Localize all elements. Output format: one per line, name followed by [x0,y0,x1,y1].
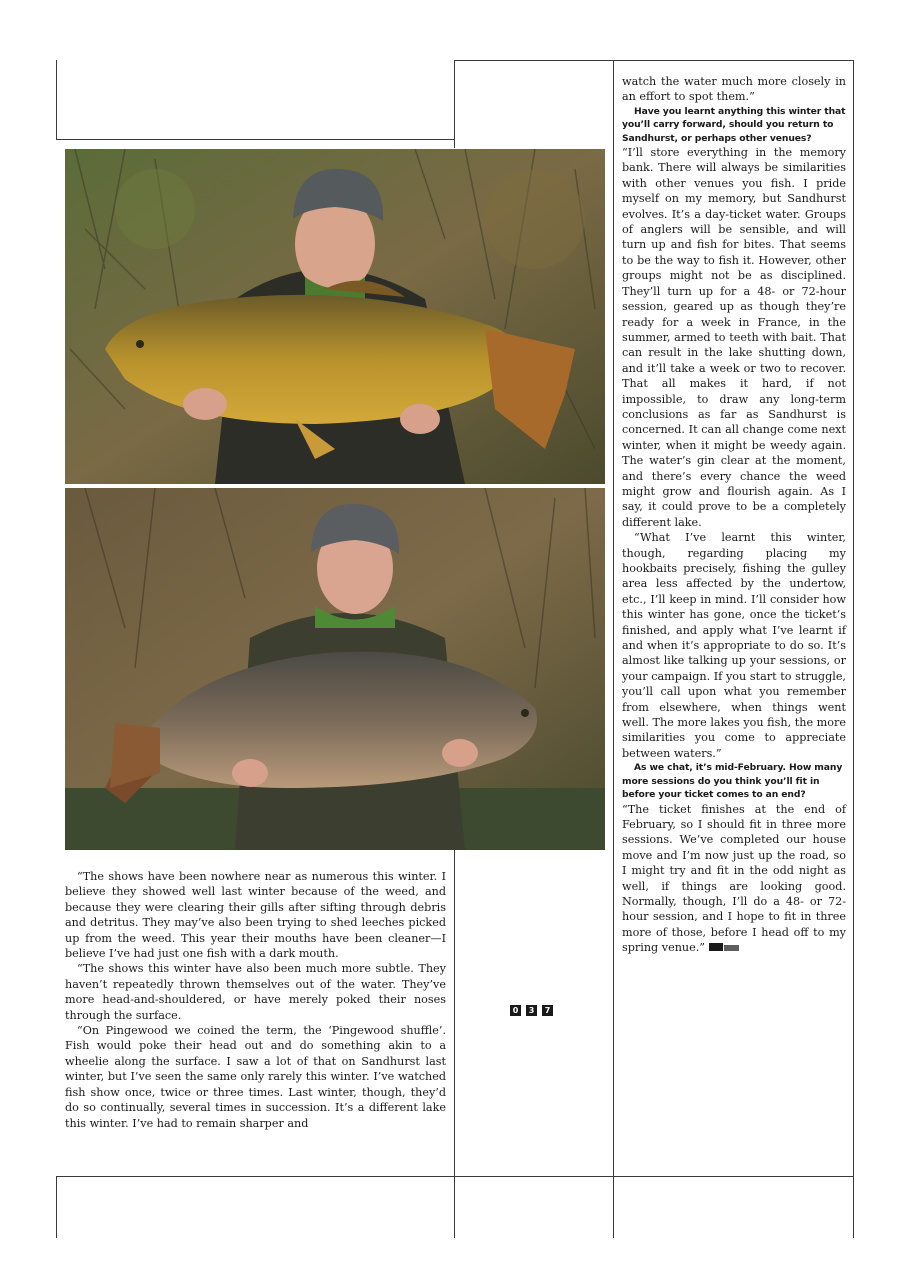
left-column-rule [56,60,57,140]
carp-photo-illustration-2 [65,488,605,850]
right-column-rule-right [853,60,854,1238]
photo-angler-large-carp [65,488,605,850]
interview-question-2: As we chat, it’s mid-February. How many more sessions do you think you’ll fit in before your ticket comes to an end? [622,762,843,801]
left-column-rule-bottom [56,1176,57,1238]
opening-paragraph: watch the water much more closely in an effort to spot them.” [622,75,846,104]
left-paragraph: “On Pingewood we coined the term, the ‘Pingewood shuffle’. Fish would poke their head out and do something akin to a wheelie along the surface. I saw a lot of that on Sandhurst last winter, but I’ve seen the same only rarely this winter. I’ve watched fish show once, twice or three times. Last winter, though, they’d do so continually, several times in succession. It’s a different lake this winter. I’ve had to remain sharper and [65,1024,446,1130]
center-rule-bottom [454,850,455,1238]
bottom-rule [56,1176,854,1177]
page-digit: 7 [542,1005,553,1016]
page-digit: 0 [510,1005,521,1016]
left-column-text [65,869,446,1131]
right-column-rule-left [613,60,614,1238]
answer-paragraph: “What I’ve learnt this winter, though, regarding placing my hookbaits precisely, fishing the gulley area less affected by the undertow, etc., I’ll keep in mind. I’ll consider how this winter has gone, once the ticket’s finished, and apply what I’ve learnt if and when it’s appropriate to do so. It’s almost like talking up your sessions, or your campaign. If you start to struggle, you’ll call upon what you remember from elsewhere, when things went well. The more lakes you fish, the more similarities you come to appreciate between waters.” [622,531,846,760]
photo-angler-golden-carp [65,149,605,484]
top-rule-left [56,139,455,140]
answer-paragraph: “I’ll store everything in the memory bank. There will always be similarities with other venues you fish. I pride myself on my memory, but Sandhurst evolves. It’s a day-ticket water. Groups of anglers will be sensible, and will turn up and fish for bites. That seems to be the way to fish it. However, other groups might not be as disciplined. They’ll turn up for a 48- or 72-hour session, geared up as though they’re ready for a week in France, in the summer, armed to teeth with bait. That can result in the lake shutting down, and it’ll take a week or two to recover. That all makes it hard, if not impossible, to draw any long-term conclusions as far as Sandhurst is concerned. It can all change come next winter, when it might be weedy again. The water’s gin clear at the moment, and there’s every chance the weed might grow and flourish again. As I say, it could prove to be a completely different lake. [622,146,846,529]
right-column-text [622,74,846,956]
final-answer-text: “The ticket finishes at the end of February, so I should fit in three more sessions. We’ve completed our house move and I’m now just up the road, so I might try and fit in the odd night as well, if things are looking good. Normally, though, I’ll do a 48- or 72-hour session, and I hope to fit in three more of those, before I head off to my spring venue.” [622,802,846,955]
top-rule-right [454,60,854,61]
interview-question-1: Have you learnt anything this winter that you’ll carry forward, should you return to Sandhurst, or perhaps other venues? [622,105,846,144]
page-digit: 3 [526,1005,537,1016]
final-answer-paragraph [622,802,846,956]
article-end-icon [709,943,739,951]
center-rule-top [454,60,455,148]
carp-photo-illustration [65,149,605,484]
left-paragraph: “The shows have been nowhere near as numerous this winter. I believe they showed well last winter because of the weed, and because they were clearing their gills after sifting through debris and detritus. They may’ve also been trying to shed leeches picked up from the weed. This year their mouths have been cleaner—I believe I’ve had just one fish with a dark mouth. [65,870,446,961]
left-paragraph: “The shows this winter have also been much more subtle. They haven’t repeatedly thrown themselves out of the water. They’ve more head-and-shouldered, or have merely poked their noses through the surface. [65,962,446,1022]
page-number [510,1005,553,1016]
